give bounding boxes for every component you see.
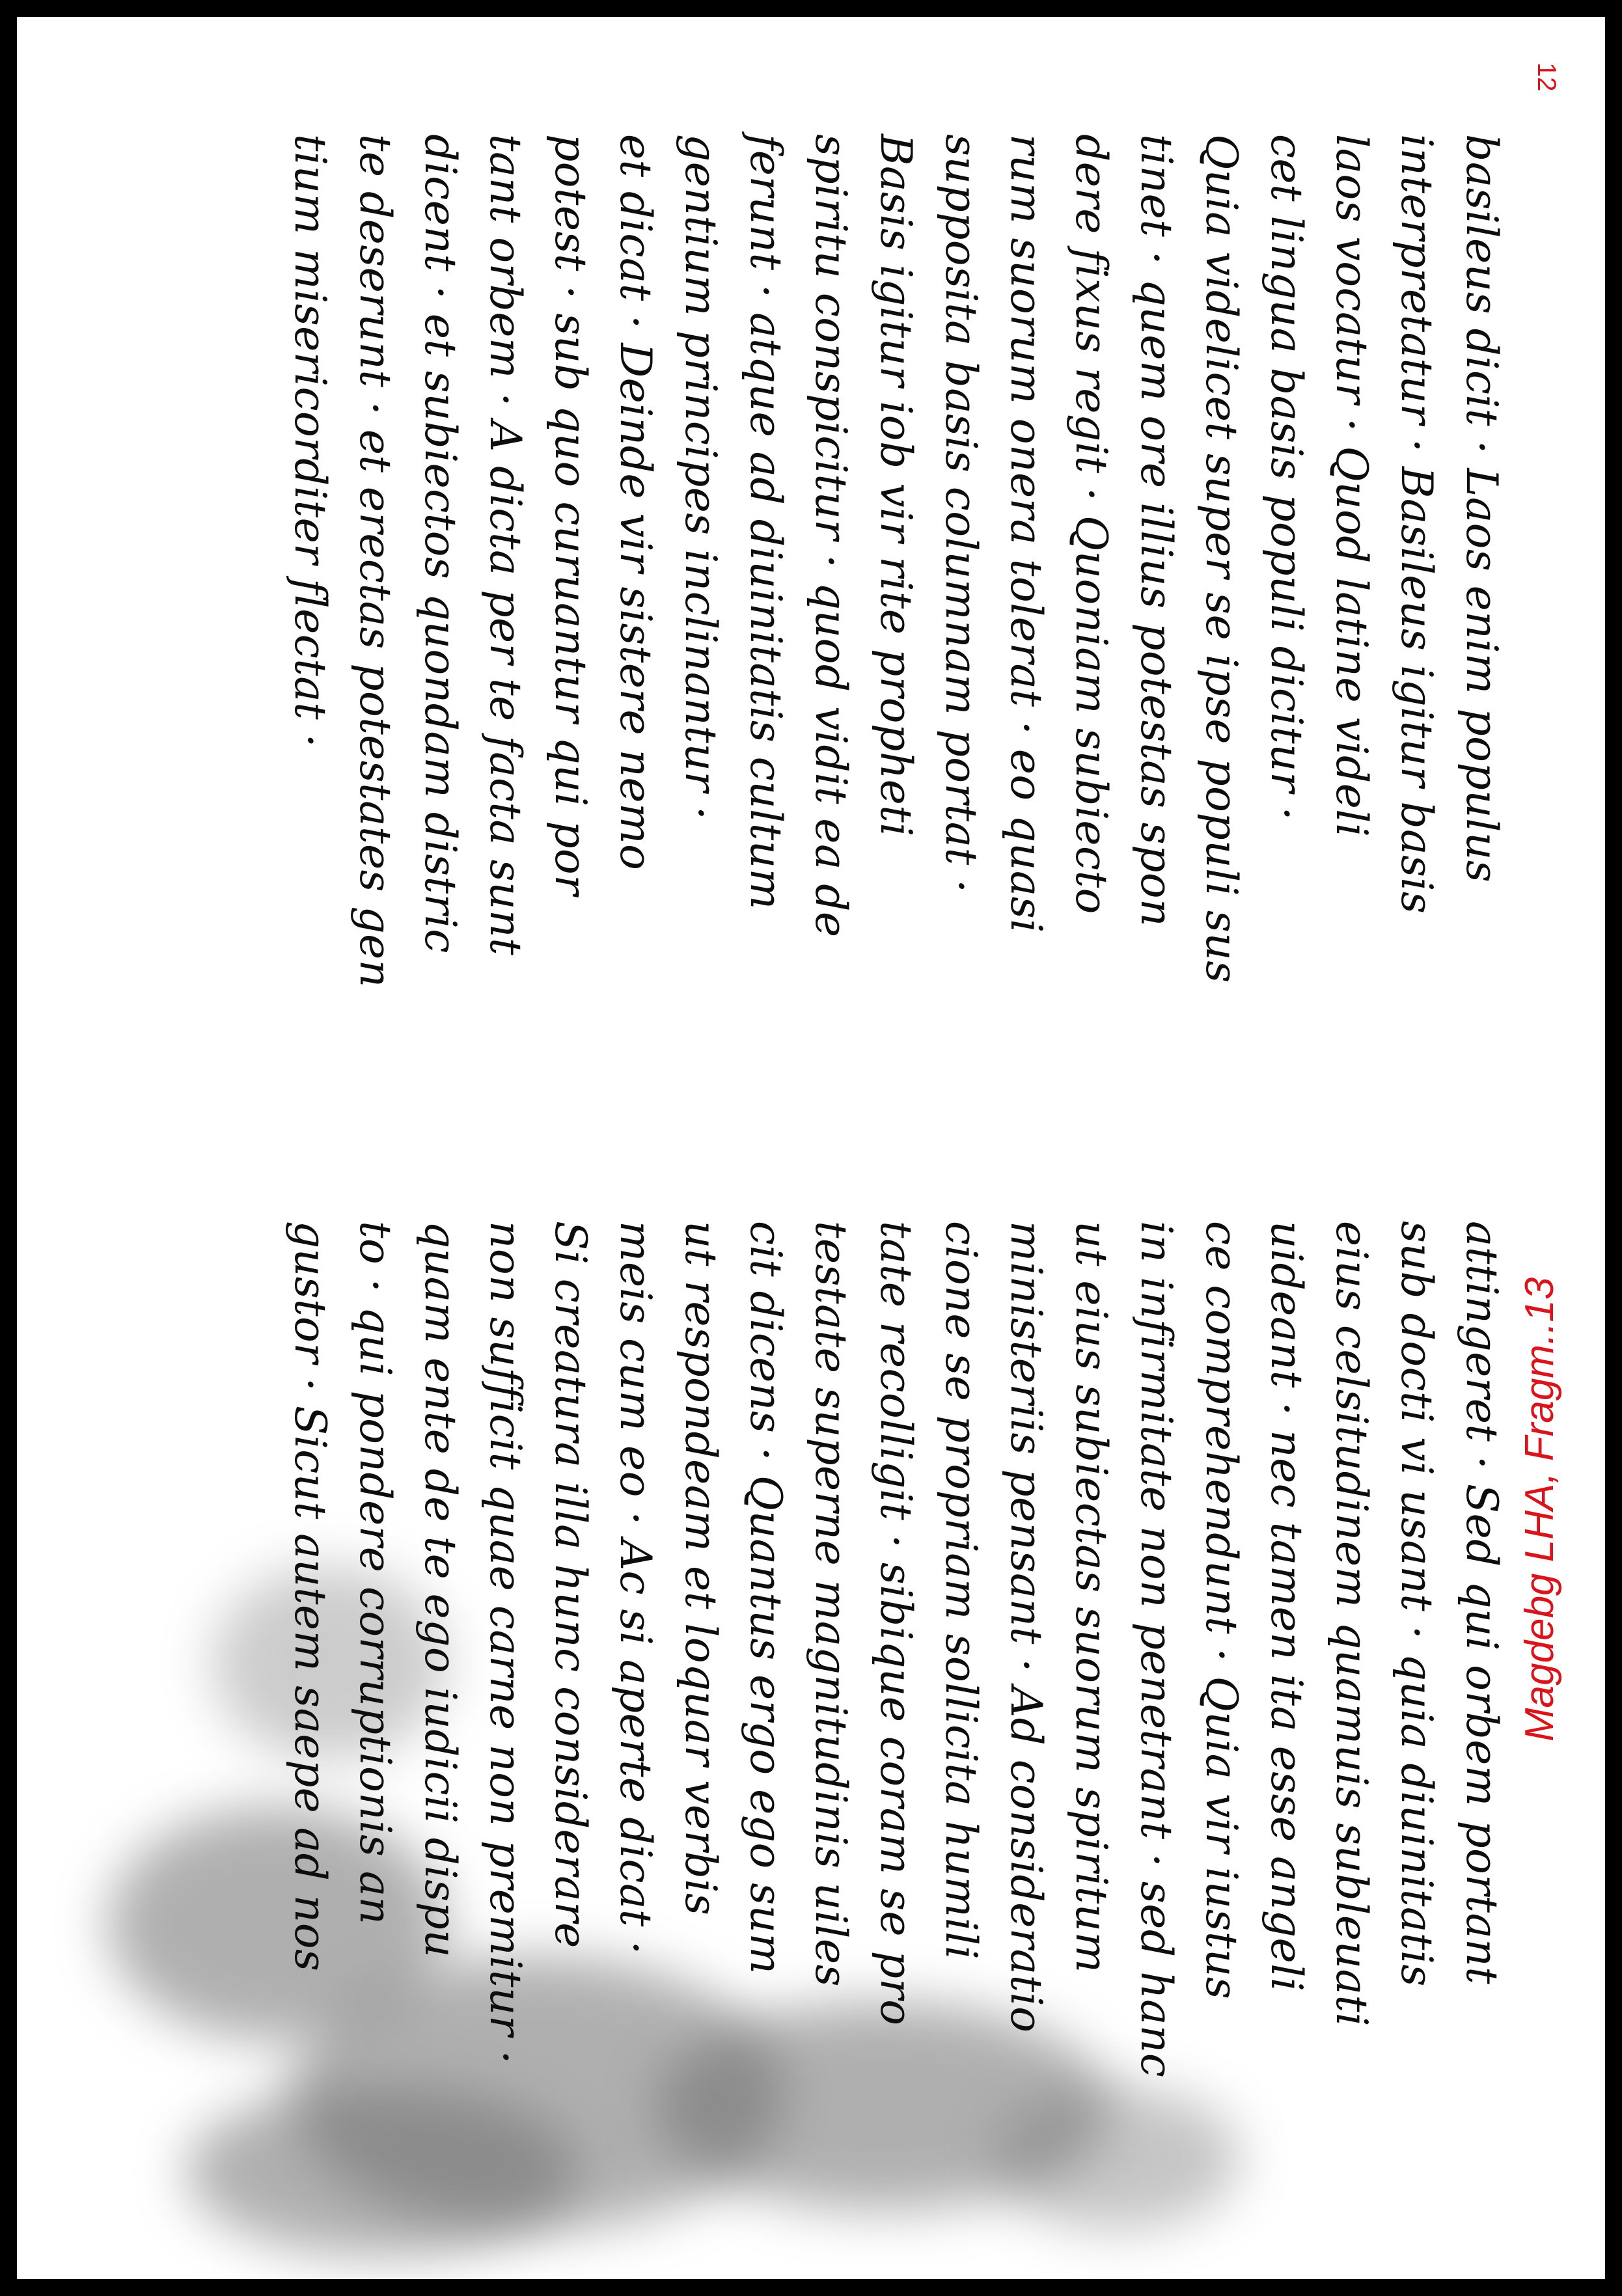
text-line: dere fixus regit · Quoniam subiecto [1066, 134, 1116, 914]
text-line: ferunt · atque ad diuinitatis cultum [741, 134, 791, 910]
text-line: attingeret · Sed qui orbem portant [1457, 1221, 1507, 1985]
text-line: te deserunt · et erectas potestates gen [350, 134, 400, 988]
text-line: interpretatur · Basileus igitur basis [1392, 134, 1442, 914]
text-line: basileus dicit · Laos enim populus [1457, 134, 1507, 883]
text-line: Si creatura illa hunc considerare [545, 1221, 596, 1948]
text-line: in infirmitate non penetrant · sed hanc [1131, 1221, 1181, 2078]
text-line: et dicat · Deinde vir sistere nemo [611, 134, 661, 871]
text-line: laos vocatur · Quod latine videli [1326, 134, 1377, 838]
text-line: eius celsitudinem quamuis subleuati [1326, 1221, 1377, 2027]
text-line: potest · sub quo curuantur qui por [545, 134, 596, 896]
text-line: cit dicens · Quantus ergo ego sum [741, 1221, 791, 1975]
text-line: testate superne magnitudinis uiles [806, 1221, 856, 1987]
text-line: meis cum eo · Ac si aperte dicat · [611, 1221, 661, 1955]
text-line: quam ente de te ego iudicii dispu [415, 1221, 465, 1958]
text-line: cet lingua basis populi dicitur · [1261, 134, 1312, 821]
text-line: dicent · et subiectos quondam distric [415, 134, 465, 953]
left-text-column [277, 134, 1514, 1078]
text-line: rum suorum onera tolerat · eo quasi [1001, 134, 1051, 933]
text-line: ministeriis pensant · Ad consideratio [1001, 1221, 1051, 2033]
text-line: tinet · quem ore illius potestas spon [1131, 134, 1181, 927]
text-line: supposita basis columnam portat · [936, 134, 986, 894]
text-line: to · qui pondere corruptionis an [350, 1221, 400, 1925]
text-line: gentium principes inclinantur · [676, 134, 726, 821]
text-line: Basis igitur iob vir rite propheti [871, 134, 921, 837]
archive-annotation: Magdebg LHA, Fragm..13 [1517, 1277, 1562, 1742]
folio-number: 12 [1532, 62, 1561, 92]
scan-frame [17, 17, 1605, 2279]
text-line: spiritu conspicitur · quod vidit ea de [806, 134, 856, 938]
text-line: ut respondeam et loquar verbis [676, 1221, 726, 1916]
text-line: cione se propriam sollicita humili [936, 1221, 986, 1960]
text-line: uideant · nec tamen ita esse angeli [1261, 1221, 1312, 1992]
text-line: non sufficit quae carne non premitur · [480, 1221, 530, 2065]
text-line: sub docti vi usant · quia diuinitatis [1392, 1221, 1442, 1987]
manuscript-page [17, 17, 1605, 2279]
text-line: gustor · Sicut autem saepe ad nos [285, 1221, 335, 1972]
text-line: ut eius subiectas suorum spiritum [1066, 1221, 1116, 1973]
text-line: ce comprehendunt · Quia vir iustus [1196, 1221, 1246, 2000]
text-line: tate recolligit · sibique coram se pro [871, 1221, 921, 2026]
text-line: tant orbem · A dicta per te facta sunt [480, 134, 530, 956]
right-text-column [277, 1221, 1514, 2145]
text-line: Quia videlicet super se ipse populi sus [1196, 134, 1246, 983]
text-line: tium misericorditer flectat · [285, 134, 335, 748]
